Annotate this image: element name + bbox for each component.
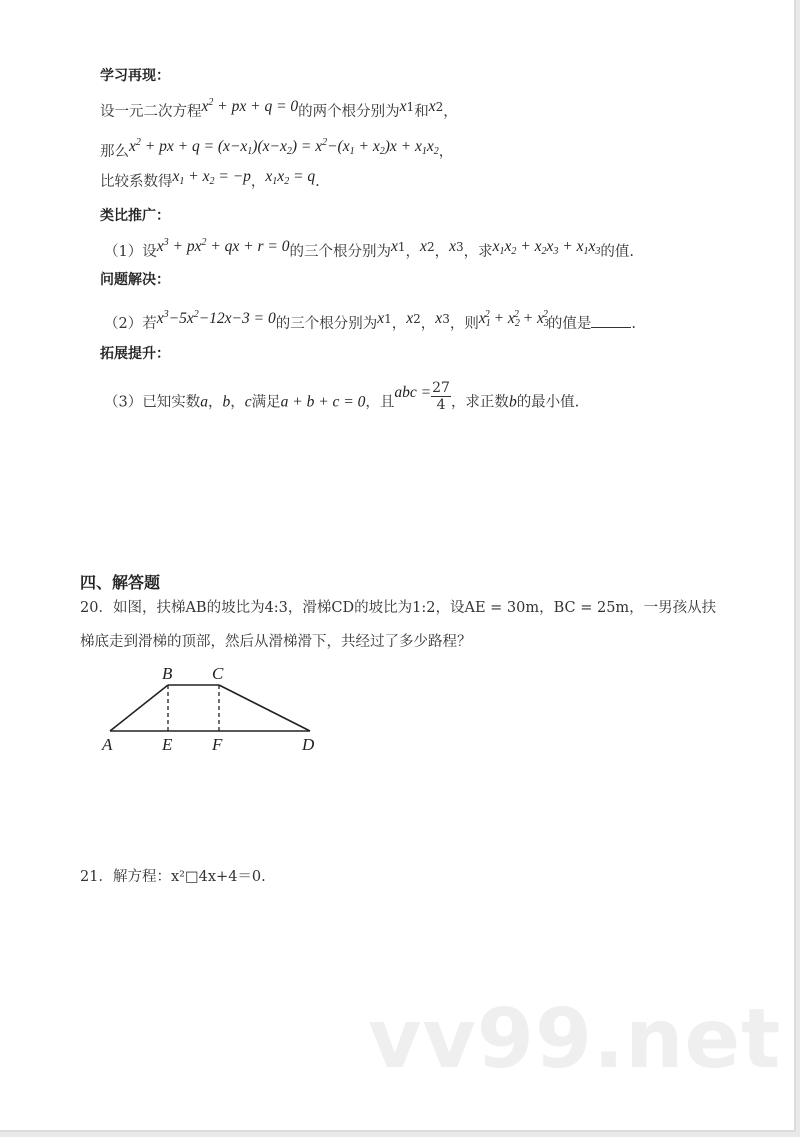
text: 的值.	[600, 244, 634, 260]
question-20-line-2: 梯底走到滑梯的顶部，然后从滑梯滑下，共经过了多少路程？	[80, 634, 472, 650]
label-A: A	[102, 735, 113, 754]
answer-blank[interactable]	[591, 313, 631, 328]
heading-review: 学习再现：	[100, 68, 170, 84]
section-title-part4: 四、解答题	[80, 573, 161, 592]
text: 的两个根分别为	[298, 104, 400, 120]
heading-extend: 拓展提升：	[100, 346, 170, 362]
trapezoid-figure	[98, 662, 328, 762]
text: 满足	[251, 394, 281, 411]
text: 比较系数得	[100, 174, 173, 190]
question-20-line-1: 20．如图，扶梯AB的坡比为4:3，滑梯CD的坡比为1:2，设AE = 30m，BC = 25m，一男孩从扶	[80, 600, 717, 616]
label-B: B	[162, 664, 173, 683]
text: 的最小值.	[516, 394, 580, 411]
text: （3）已知实数	[104, 394, 201, 411]
text: ，且	[365, 394, 395, 411]
text: 的值是	[547, 316, 592, 332]
label-D: D	[302, 735, 315, 754]
heading-solve: 问题解决：	[100, 272, 170, 288]
review-line-2: 那么$x^2$ + px + $q = (x-x_1)(x-x_2) = x^2-(x_1 + x_2)x + x_1x_2$，	[100, 137, 454, 160]
text: 的三个根分别为	[275, 316, 378, 332]
denominator: 4	[436, 397, 446, 413]
review-line-3: 比较系数得$x_1 + x_2 = -p$，$x_1x_2 = q$.	[100, 168, 320, 190]
var-b: b	[508, 393, 517, 411]
watermark: vv99.net	[368, 992, 782, 1087]
text: .	[631, 316, 637, 332]
question-1: （1）设$x^3 + px^2$ + qx + r = 0的三个根分别为$x^1$，$x^2$，$x^3$，求$x_1x_2 + x_2x_3 + x_1x_3$的值.	[104, 237, 634, 260]
text: ，求正数	[450, 394, 509, 411]
label-C: C	[212, 664, 224, 683]
text: （1）设	[104, 244, 157, 260]
question-21: 21．解方程：x²□4x+4＝0.	[80, 869, 266, 885]
heading-analogy: 类比推广：	[100, 208, 170, 224]
text: （2）若	[104, 316, 157, 332]
label-F: F	[212, 735, 223, 754]
label-E: E	[162, 735, 173, 754]
text: 那么	[100, 144, 129, 160]
abc-expression: abc =	[394, 383, 432, 401]
question-3: （3）已知实数a，b，c满足a + b + c = 0，且abc = $\frac{27}{4}$ ，求正数b的最小值.	[104, 380, 580, 413]
numerator: 27	[432, 380, 450, 396]
review-line-1: 设一元二次方程$x^2$ + px + q = 0的两个根分别为$x^1$和$x^2$，	[100, 97, 458, 120]
text: 设一元二次方程	[100, 104, 202, 120]
question-2: （2）若$x^3-5x^2-12x-3 = 0$的三个根分别为$x^1$，$x^2$，$x^3$，则$x_1^2 + x_2^2 + x_3^2$的值是 .	[104, 309, 637, 332]
text: 的三个根分别为	[289, 244, 392, 260]
fraction-27-4	[431, 380, 451, 413]
